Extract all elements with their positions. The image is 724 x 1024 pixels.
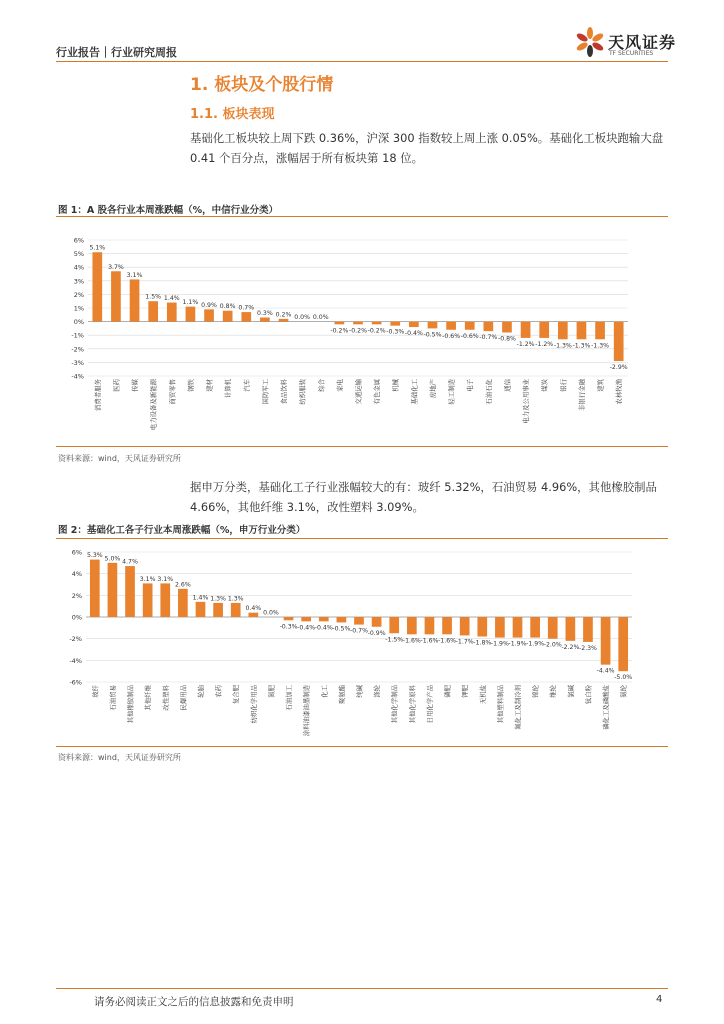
data-label: 2.6%: [175, 581, 191, 589]
data-label: 0.3%: [257, 310, 273, 318]
paragraph-line: 0.41 个百分点，涨幅居于所有板块第 18 位。: [190, 151, 423, 165]
bar: [186, 307, 196, 322]
bar: [196, 602, 206, 617]
data-label: 3.7%: [108, 263, 124, 271]
bar: [409, 322, 419, 327]
category-label: 其他橡胶制品: [126, 685, 135, 724]
bar: [248, 613, 258, 617]
data-label: 5.0%: [104, 555, 121, 563]
y-tick-label: 4%: [71, 570, 82, 579]
data-label: -4.4%: [596, 667, 615, 675]
data-label: 3.1%: [139, 575, 156, 583]
data-label: -1.3%: [553, 342, 572, 350]
bar: [178, 589, 188, 617]
category-label: 聚氨酯: [337, 685, 346, 705]
category-label: 锦纶: [531, 685, 540, 698]
category-label: 石油石化: [484, 379, 493, 405]
bar: [601, 617, 611, 665]
category-label: 机械: [391, 379, 400, 392]
bar: [204, 309, 214, 321]
data-label: -0.2%: [330, 327, 349, 335]
y-tick-label: 3%: [73, 277, 84, 286]
data-label: 4.7%: [122, 558, 138, 566]
data-label: -1.6%: [420, 637, 439, 645]
bar: [583, 617, 593, 642]
bar: [301, 617, 311, 621]
category-label: 交通运输: [354, 379, 363, 405]
data-label: 1.5%: [145, 293, 162, 301]
figure-2-title: 图 2：基础化工各子行业本周涨跌幅（%，申万行业分类）: [58, 525, 306, 536]
category-label: 纺织服装: [298, 379, 307, 405]
category-label: 其他塑料制品: [496, 685, 505, 724]
category-label: 钛白粉: [584, 685, 593, 705]
bar: [260, 318, 270, 322]
data-label: -5.0%: [614, 674, 633, 682]
category-label: 传媒: [131, 379, 140, 392]
category-label: 石油贸易: [108, 685, 117, 711]
category-label: 无机盐: [478, 685, 487, 705]
footer-divider: [56, 988, 668, 989]
footer-disclaimer: 请务必阅读正文之后的信息披露和免责申明: [94, 996, 294, 1008]
y-tick-label: -4%: [69, 656, 82, 665]
bar: [125, 566, 135, 617]
subsection-heading: 1.1. 板块表现: [190, 107, 275, 122]
category-label: 有色金属: [373, 379, 382, 405]
category-label: 计算机: [224, 379, 233, 399]
bar: [148, 301, 158, 321]
category-label: 氨纶: [619, 685, 628, 698]
y-tick-label: 2%: [73, 290, 84, 299]
data-label: 1.3%: [227, 595, 244, 603]
data-label: -2.3%: [578, 644, 597, 652]
paragraph-line: 4.66%，其他纤维 3.1%，改性塑料 3.09%。: [190, 500, 424, 514]
bar: [595, 322, 605, 340]
bar: [92, 252, 102, 321]
bar: [425, 617, 435, 634]
category-label: 磷化工及磷酸盐: [602, 685, 611, 730]
data-label: -1.8%: [473, 639, 492, 647]
data-label: -1.6%: [402, 637, 421, 645]
category-label: 汽车: [242, 379, 251, 392]
data-label: -0.6%: [442, 332, 461, 340]
data-label: -1.3%: [591, 342, 610, 350]
data-label: -0.2%: [349, 327, 367, 335]
data-label: 5.1%: [89, 244, 106, 252]
bar: [548, 617, 558, 639]
bar: [513, 617, 523, 638]
category-label: 商贸零售: [168, 379, 177, 405]
y-tick-label: -6%: [69, 678, 82, 687]
data-label: 1.3%: [210, 595, 226, 603]
bar: [390, 322, 400, 326]
category-label: 农林牧渔: [615, 379, 624, 405]
paragraph-2: [190, 477, 670, 517]
bar: [530, 617, 540, 638]
data-label: 0.0%: [263, 609, 279, 617]
data-label: 0.0%: [294, 314, 311, 322]
data-label: 0.4%: [245, 605, 262, 613]
bar: [90, 560, 100, 617]
bar: [460, 617, 470, 635]
bar: [319, 617, 329, 621]
data-label: 5.3%: [86, 552, 103, 560]
category-label: 磷肥: [443, 685, 452, 698]
y-tick-label: -2%: [69, 635, 82, 644]
bar: [521, 322, 531, 338]
bar: [407, 617, 417, 634]
data-label: -1.7%: [455, 638, 474, 646]
data-label: 0.2%: [275, 311, 292, 319]
data-label: -0.4%: [404, 330, 423, 338]
data-label: -0.4%: [314, 624, 333, 632]
data-label: -0.9%: [367, 629, 386, 637]
category-label: 轮胎: [196, 685, 205, 698]
category-label: 涂料油漆油墨制造: [302, 685, 311, 737]
figure-2-top-rule: [56, 538, 668, 539]
category-label: 其他纤维: [144, 685, 153, 711]
y-tick-label: 5%: [73, 250, 84, 259]
data-label: 0.9%: [201, 301, 217, 309]
bar: [284, 617, 294, 620]
category-label: 国防军工: [261, 379, 270, 405]
y-tick-label: 4%: [73, 263, 84, 272]
figure-2-bottom-rule: [56, 746, 668, 747]
data-label: -0.3%: [386, 328, 405, 336]
category-label: 建材: [205, 379, 214, 392]
data-label: -2.0%: [543, 641, 562, 649]
category-label: 氟化工及制冷剂: [514, 685, 523, 730]
figure-1-source: 资料来源：wind，天风证券研究所: [58, 454, 181, 463]
bar: [442, 617, 452, 634]
bar: [484, 322, 494, 332]
figure-1-chart: [56, 228, 668, 443]
category-label: 电力设备及新能源: [149, 379, 158, 431]
bar: [337, 617, 347, 622]
data-label: 1.4%: [192, 594, 209, 602]
bar: [477, 617, 487, 637]
bar: [108, 563, 118, 617]
data-label: -1.3%: [572, 342, 591, 350]
bar: [558, 322, 568, 340]
category-label: 医药: [112, 379, 121, 392]
category-label: 维纶: [549, 685, 558, 698]
bar: [213, 603, 223, 617]
section-heading: 1. 板块及个股行情: [190, 75, 334, 95]
bar: [354, 617, 364, 625]
data-label: 0.0%: [312, 314, 329, 322]
category-label: 钢铁: [186, 379, 195, 392]
category-label: 氮肥: [267, 685, 276, 698]
category-label: 银行: [559, 379, 568, 392]
category-label: 电子: [466, 379, 475, 392]
data-label: -1.6%: [438, 637, 457, 645]
data-label: 0.7%: [238, 304, 255, 312]
logo-name-en: TF SECURITIES: [609, 50, 654, 57]
data-label: -2.2%: [561, 643, 580, 651]
y-tick-label: -1%: [71, 331, 84, 340]
bar: [231, 603, 241, 617]
y-tick-label: 6%: [71, 548, 82, 557]
category-label: 复合肥: [232, 685, 241, 705]
data-label: -0.3%: [279, 623, 298, 631]
bar: [389, 617, 399, 633]
category-label: 玻纤: [91, 685, 100, 698]
bar: [372, 322, 382, 325]
data-label: 3.1%: [126, 271, 143, 279]
data-label: -1.9%: [490, 640, 509, 648]
bar: [241, 312, 251, 322]
category-label: 民爆用品: [179, 685, 188, 711]
category-label: 非银行金融: [577, 379, 586, 411]
bar: [618, 617, 628, 671]
category-label: 电力及公用事业: [522, 379, 531, 424]
category-label: 房地产: [428, 379, 437, 399]
category-label: 综合: [317, 379, 326, 392]
bar: [372, 617, 382, 627]
category-label: 化工: [320, 685, 329, 698]
category-label: 涤纶: [373, 685, 382, 698]
data-label: 1.1%: [182, 299, 199, 307]
data-label: -1.5%: [385, 636, 404, 644]
data-label: -1.2%: [516, 340, 535, 348]
bar: [167, 303, 177, 322]
category-label: 轻工制造: [447, 379, 456, 405]
category-label: 消费者服务: [93, 379, 102, 411]
category-label: 日用化学产品: [425, 685, 434, 724]
figure-2-source: 资料来源：wind，天风证券研究所: [58, 753, 181, 762]
y-tick-label: -4%: [71, 372, 84, 381]
category-label: 建筑: [596, 379, 605, 392]
data-label: 0.8%: [219, 303, 236, 311]
data-label: 3.1%: [157, 575, 174, 583]
y-tick-label: -3%: [71, 358, 84, 367]
data-label: -0.2%: [367, 327, 386, 335]
bar: [130, 279, 140, 321]
y-tick-label: 2%: [71, 591, 82, 600]
paragraph-line: 基础化工板块较上周下跌 0.36%，沪深 300 指数较上周上涨 0.05%。基础化工板块跑输大盘: [190, 131, 664, 145]
data-label: -0.4%: [297, 624, 316, 632]
data-label: -0.5%: [332, 625, 351, 633]
category-label: 其他化学原料: [408, 685, 417, 724]
data-label: -1.9%: [508, 640, 527, 648]
bar: [160, 583, 170, 617]
header-breadcrumb: 行业报告｜行业研究周报: [56, 46, 177, 59]
bar: [446, 322, 456, 330]
bar: [279, 319, 289, 322]
y-tick-label: 1%: [73, 304, 84, 313]
category-label: 食品饮料: [280, 379, 289, 405]
data-label: -0.8%: [497, 335, 516, 343]
category-label: 纯碱: [355, 685, 364, 698]
category-label: 钾肥: [461, 685, 470, 698]
y-tick-label: 0%: [73, 318, 84, 327]
bar: [223, 311, 233, 322]
y-tick-label: 6%: [73, 236, 84, 245]
data-label: -2.9%: [609, 364, 628, 372]
logo-name-cn: 天风证券: [608, 33, 677, 52]
category-label: 石油加工: [285, 685, 294, 711]
bar: [111, 271, 121, 321]
bar: [577, 322, 587, 340]
bar: [614, 322, 624, 361]
data-label: -0.6%: [460, 332, 479, 340]
data-label: -1.9%: [526, 640, 545, 648]
paragraph-1: [190, 128, 670, 168]
figure-1-top-rule: [56, 216, 668, 217]
category-label: 通信: [503, 379, 512, 392]
category-label: 氯碱: [566, 685, 575, 698]
data-label: -0.5%: [423, 331, 442, 339]
page-number: 4: [656, 994, 663, 1005]
bar: [353, 322, 363, 325]
category-label: 改性塑料: [161, 685, 170, 711]
category-label: 基础化工: [410, 379, 419, 405]
category-label: 家电: [335, 379, 344, 392]
bar: [495, 617, 505, 638]
data-label: -1.2%: [535, 340, 554, 348]
y-tick-label: -2%: [71, 345, 84, 354]
bar: [143, 583, 153, 617]
paragraph-line: 据申万分类，基础化工子行业涨幅较大的有：玻纤 5.32%，石油贸易 4.96%，其他橡胶制品: [190, 480, 657, 494]
bar: [465, 322, 475, 330]
bar: [428, 322, 438, 329]
bar: [335, 322, 345, 325]
figure-2-chart: [56, 542, 668, 744]
figure-1-title: 图 1：A 股各行业本周涨跌幅（%，中信行业分类）: [58, 205, 279, 216]
bar: [566, 617, 576, 641]
category-label: 其他化学制品: [390, 685, 399, 724]
category-label: 纺织化学用品: [249, 685, 258, 724]
category-label: 煤炭: [540, 379, 549, 392]
y-tick-label: 0%: [71, 613, 82, 622]
data-label: -0.7%: [350, 627, 368, 635]
category-label: 农药: [214, 685, 223, 698]
data-label: -0.7%: [479, 334, 498, 342]
bar: [502, 322, 512, 333]
figure-1-bottom-rule: [56, 446, 668, 447]
bar: [539, 322, 549, 338]
data-label: 1.4%: [163, 295, 180, 303]
